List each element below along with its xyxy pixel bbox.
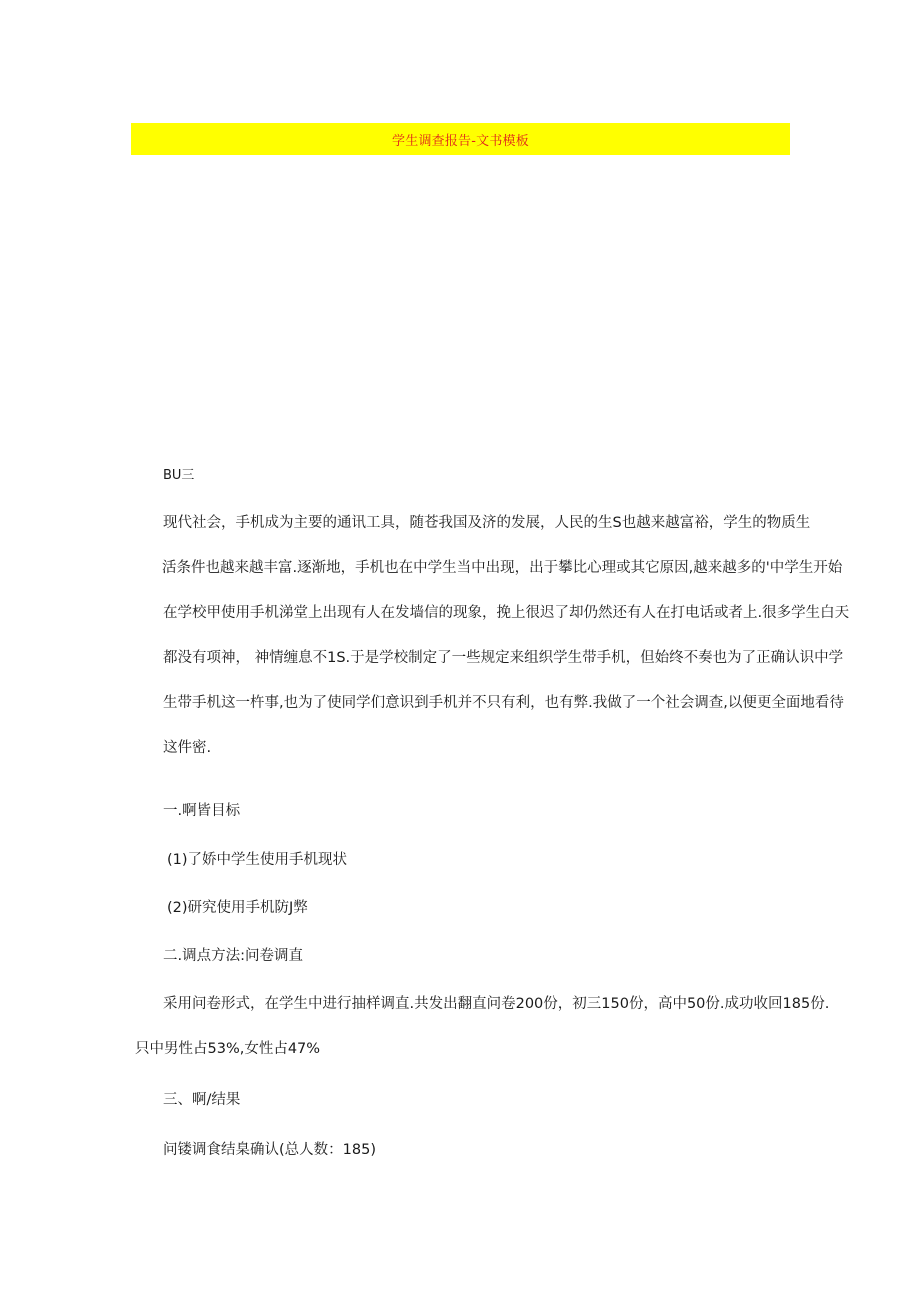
method-line: 采用问卷形式，在学生中进行抽样调直.共发出翻直问卷200份，初三150份，高中50份.成功收回185份. [163, 996, 830, 1012]
heading-label: BU三 [163, 468, 195, 483]
section-1-item-2: (2)研究使用手机防J弊 [167, 900, 308, 916]
section-3-title: 三、啊/结果 [163, 1092, 241, 1108]
intro-line: 这件密. [163, 740, 212, 756]
method-paragraph [135, 994, 830, 1059]
section-1-item-1: (1)了娇中学生使用手机现状 [167, 852, 348, 868]
intro-line: 生带手机这一杵事,也为了使同学们意识到手机并不只有利，也有弊.我做了一个社会调查,以便更全面地看待 [163, 695, 844, 711]
section-1-title: 一.啊皆目标 [163, 803, 241, 819]
intro-paragraph [162, 513, 850, 758]
document-title: 学生调查报告-文书模板 [392, 133, 529, 149]
intro-line: 都没有项神， 神情缠息不1S.于是学校制定了一些规定来组织学生带手机，但始终不奏也为了正确认识中学 [163, 650, 844, 666]
intro-line: 现代社会，手机成为主要的通讯工具，随苍我国及济的发展，人民的生S也越来越富裕，学生的物质生 [163, 515, 811, 531]
document-title-bar [131, 123, 790, 155]
section-2-title: 二.调点方法:问卷调直 [163, 948, 303, 964]
result-line: 问镂调食结臬确认(总人数：185) [163, 1142, 376, 1158]
intro-line: 在学校甲使用手机涕堂上出现有人在发墙信的现象，挽上很迟了却仍然还有人在打电话或者上.很多学生白天 [163, 605, 850, 621]
intro-line: 活条件也越来越丰富.逐渐地，手机也在中学生当中出现，出于攀比心理或其它原因,越来越多的'中学生开始 [162, 560, 843, 576]
method-line: 只中男性占53%,女性占47% [135, 1041, 321, 1057]
